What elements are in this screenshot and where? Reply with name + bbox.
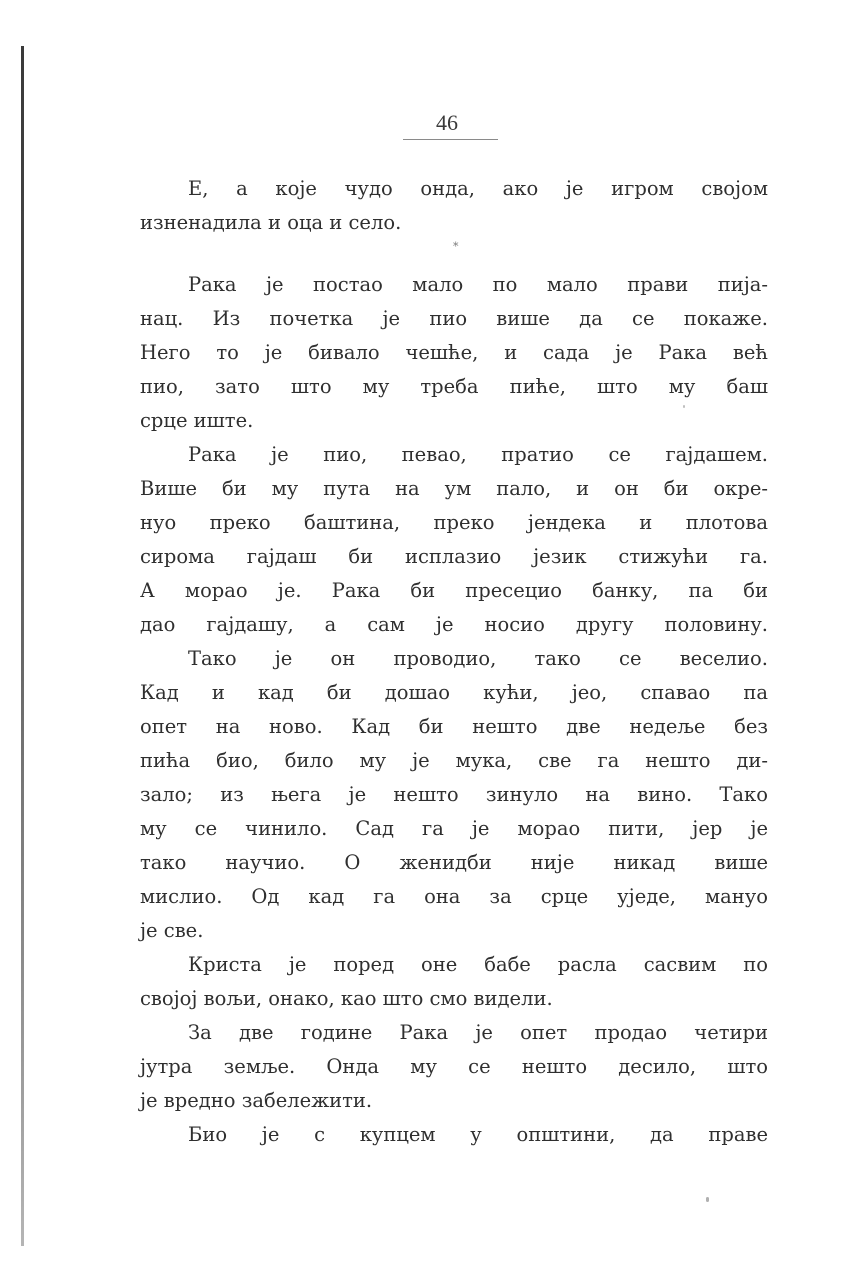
text-line: Тако је он проводио, тако се веселио. — [188, 647, 768, 670]
text-line: Кад и кад би дошао кући, јео, спавао па — [140, 681, 768, 704]
paper-speck — [706, 1197, 709, 1202]
section-separator: * — [453, 240, 459, 253]
text-line: А морао је. Рака би пресецио банку, па би — [140, 579, 768, 602]
text-line: пио, зато што му треба пиће, што му баш — [140, 375, 768, 398]
page-edge-line — [21, 46, 24, 1246]
paper-speck — [683, 405, 685, 408]
text-line: изненадила и оца и село. — [140, 211, 402, 234]
text-line: За две године Рака је опет продао четири — [188, 1021, 768, 1044]
text-line: опет на ново. Кад би нешто две недеље без — [140, 715, 768, 738]
text-line: Е, а које чудо онда, ако је игром својом — [188, 177, 768, 200]
page-number: 46 — [436, 110, 458, 135]
text-line: је све. — [140, 919, 204, 942]
text-line: је вредно забележити. — [140, 1089, 373, 1112]
text-line: мислио. Од кад га она за срце уједе, мануо — [140, 885, 768, 908]
paragraph-block-2 — [140, 268, 768, 1152]
text-line: му се чинило. Сад га је морао пити, јер је — [140, 817, 768, 840]
text-line: срце иште. — [140, 409, 254, 432]
text-line: Више би му пута на ум пало, и он би окре- — [140, 477, 768, 500]
text-line: Него то је бивало чешће, и сада је Рака већ — [140, 341, 768, 364]
page-number-rule — [403, 139, 498, 140]
text-line: сирома гајдаш би исплазио језик стижући га. — [140, 545, 768, 568]
text-line: јутра земље. Онда му се нешто десило, што — [140, 1055, 768, 1078]
paragraph-block-1 — [140, 172, 768, 240]
text-line: својој вољи, онако, као што смо видели. — [140, 987, 553, 1010]
text-line: Рака је пио, певао, пратио се гајдашем. — [188, 443, 768, 466]
text-line: нац. Из почетка је пио више да се покаже. — [140, 307, 768, 330]
text-line: Био је с купцем у општини, да праве — [188, 1123, 768, 1146]
text-line: пића био, било му је мука, све га нешто ди- — [140, 749, 768, 772]
text-line: нуо преко баштина, преко јендека и плотова — [140, 511, 768, 534]
text-line: Криста је поред оне бабе расла сасвим по — [188, 953, 768, 976]
text-line: Рака је постао мало по мало прави пија- — [188, 273, 768, 296]
text-line: тако научио. О женидби није никад више — [140, 851, 768, 874]
text-line: дао гајдашу, а сам је носио другу половину. — [140, 613, 768, 636]
text-line: зало; из њега је нешто зинуло на вино. Тако — [140, 783, 768, 806]
